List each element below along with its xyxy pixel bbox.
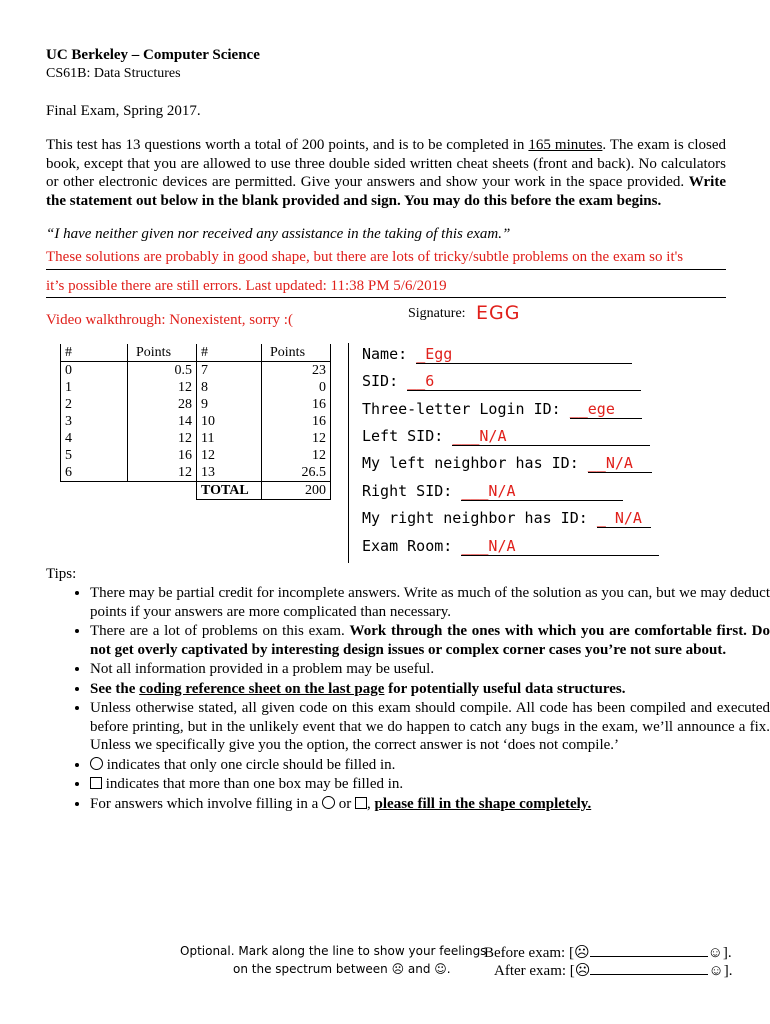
exam-room-field: Exam Room: ___N/A — [362, 537, 659, 556]
after-exam-scale: After exam: [☹ ☺]. — [494, 963, 733, 979]
video-walkthrough-note: Video walkthrough: Nonexistent, sorry :( — [46, 312, 293, 328]
table-row: 2 28 9 16 — [61, 396, 331, 413]
points-table — [60, 344, 331, 500]
list-item: • There are a lot of problems on this exam. Work through the ones with which you are comfortable first. Do not get overly captivated by interesting design issues or complex corner cases you’re not sure about. — [90, 622, 770, 659]
intro-paragraph: This test has 13 questions worth a total of 200 points, and is to be completed in 165 minutes. The exam is closed book, except that you are allowed to use three double sided written cheat sheets (front and back). No calculators or other electronic devices are permitted. Give your answers and show your work in the space provided. Write the statement out below in the blank provided and sign. You may do this before the exam begins. — [46, 137, 727, 209]
table-header-cell: # — [61, 344, 128, 362]
table-row: 5 16 12 12 — [61, 447, 331, 464]
table-header-cell: Points — [128, 344, 197, 362]
table-row: 1 12 8 0 — [61, 379, 331, 396]
before-exam-scale: Before exam: [☹ ☺]. — [484, 945, 732, 961]
statement-line-2 — [46, 297, 726, 298]
table-row: 4 12 11 12 — [61, 430, 331, 447]
login-field: Three-letter Login ID: __ege — [362, 400, 642, 419]
left-neighbor-field: My left neighbor has ID: __N/A — [362, 454, 652, 473]
total-label: TOTAL — [197, 482, 262, 500]
signature-value: EGG — [476, 302, 521, 324]
circle-icon — [322, 796, 335, 809]
right-sid-field: Right SID: ___N/A — [362, 482, 623, 501]
optional-feelings-line1: Optional. Mark along the line to show your feelings — [180, 944, 487, 958]
square-box-icon — [90, 777, 102, 789]
list-item: • Unless otherwise stated, all given code on this exam should compile. All code has been compiled and executed before printing, but in the unlikely event that we do happen to catch any bugs in the exam, we’ll announce a fix. Unless we specifically give you the option, the correct answer is not ‘does not compile.’ — [90, 699, 770, 755]
list-item: • indicates that more than one box may be filled in. — [90, 775, 770, 794]
list-item: • There may be partial credit for incomplete answers. Write as much of the solution as you can, but we may deduct points if your answers are more complicated than necessary. — [90, 584, 770, 621]
course-heading: CS61B: Data Structures — [46, 66, 181, 81]
list-item: • See the coding reference sheet on the last page for potentially useful data structures. — [90, 680, 770, 699]
school-heading: UC Berkeley – Computer Science — [46, 47, 260, 63]
circle-icon — [90, 757, 103, 770]
total-value: 200 — [262, 482, 331, 500]
solutions-note-line2: it’s possible there are still errors. Last updated: 11:38 PM 5/6/2019 — [46, 278, 447, 294]
table-row: 0 0.5 7 23 — [61, 362, 331, 380]
optional-feelings-line2: on the spectrum between ☹ and ☺. — [233, 962, 451, 976]
statement-line-1 — [46, 269, 726, 270]
list-item: • For answers which involve filling in a or , please fill in the shape completely. — [90, 795, 770, 814]
left-sid-field: Left SID: ___N/A — [362, 427, 650, 446]
solutions-note-line1: These solutions are probably in good shape, but there are lots of tricky/subtle problems on the exam so it's — [46, 249, 684, 265]
name-field: Name: _Egg — [362, 345, 632, 364]
table-row: 6 12 13 26.5 — [61, 464, 331, 482]
exam-title: Final Exam, Spring 2017. — [46, 103, 201, 119]
tips-list — [46, 584, 770, 814]
sid-field: SID: __6 — [362, 372, 641, 391]
table-header-cell: # — [197, 344, 262, 362]
right-neighbor-field: My right neighbor has ID: _ N/A — [362, 509, 651, 528]
tips-heading: Tips: — [46, 566, 77, 582]
signature-label: Signature: — [408, 306, 466, 321]
list-item: • indicates that only one circle should be filled in. — [90, 756, 770, 775]
table-row: 3 14 10 16 — [61, 413, 331, 430]
square-box-icon — [355, 797, 367, 809]
table-header-cell: Points — [262, 344, 331, 362]
table-header-row — [61, 344, 331, 362]
honor-statement: “I have neither given nor received any assistance in the taking of this exam.” — [46, 226, 511, 242]
list-item: • Not all information provided in a problem may be useful. — [90, 660, 770, 679]
table-total-row — [61, 482, 331, 500]
duration-minutes: 165 minutes — [528, 137, 603, 153]
